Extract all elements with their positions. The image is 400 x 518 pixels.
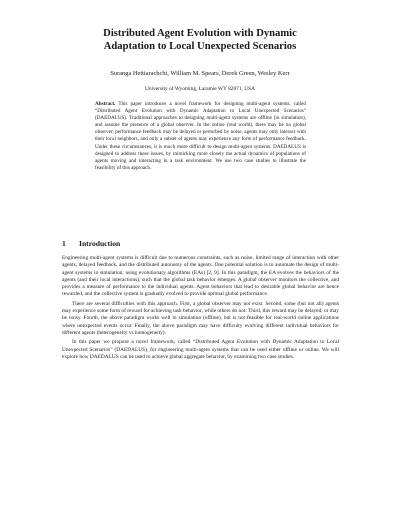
title-line-2: Adaptation to Local Unexpected Scenarios xyxy=(103,41,297,52)
abstract xyxy=(95,101,306,172)
section-body xyxy=(62,255,339,361)
affiliation: University of Wyoming, Laramie WY 82071, USA xyxy=(144,86,256,92)
paragraph: Engineering multi-agent systems is difficult due to numerous constraints, such as noise, limited range of interaction with other agents, delayed feedback, and the distributed autonomy of the agents. One potential solution is to automate the design of multi-agent systems in simulation, using evolutionary algorithms (EAs) [2, 9]. In this paradigm, the EA evolves the behaviors of the agents (and their local interactions), such that the global task behavior emerges. A global observer monitors the collective, and provides a measure of performance to the individual agents. Agent behaviors that lead to desirable global behavior are hence rewarded, and the collective system is gradually evolved to provide optimal global performance. xyxy=(62,255,339,298)
paragraph: In this paper we propose a novel framework, called “Distributed Agent Evolution with Dynamic Adaptation to Local Unexpected Scenarios” (DAEDALUS), for engineering multi-agent systems that can be used either offline or online. We will explore how DAEDALUS can be used to achieve global aggregate behavior, by examining two case studies. xyxy=(62,339,339,360)
section-title: Introduction xyxy=(79,239,121,248)
abstract-text: This paper introduces a novel framework for designing multi-agent systems, called “Distributed Agent Evolution with Dynamic Adaptation to Local Unexpected Scenarios” (DAEDALUS). Traditional approaches to designing multi-agent systems are offline (in simulation), and assume the presence of a global observer. In the online (real world), there may be no global observer, performance feedback may be delayed or perturbed by noise, agents may only interact with their local neighbors, and only a subset of agents may experience any form of performance feedback. Under these circumstances, it is much more difficult to design multi-agent systems. DAEDALUS is designed to address these issues, by mimicking more closely the actual dynamics of populations of agents moving and interacting in a task environment. We use two case studies to illustrate the feasibility of this approach. xyxy=(95,101,306,171)
section-number: 1 xyxy=(62,239,66,248)
paragraph: There are several difficulties with this approach. First, a global observer may not exist. Second, some (but not all) agents may experience some form of reward for achieving task behavior, while others do not. Third, this reward may be delayed, or may be noisy. Fourth, the above paradigm works well in simulation (offline), but is not feasible for real-world online applications where unexpected events occur. Finally, the above paradigm may have difficulty evolving different individual behaviors for different agents (heterogeneity vs homogeneity). xyxy=(62,300,339,336)
section-heading xyxy=(62,239,120,248)
paper-title xyxy=(60,27,340,53)
author-list: Suranga Hettiarachchi, William M. Spears, Derek Green, Wesley Kerr xyxy=(110,70,290,77)
title-line-1: Distributed Agent Evolution with Dynamic xyxy=(103,28,297,39)
abstract-label: Abstract. xyxy=(95,101,116,107)
